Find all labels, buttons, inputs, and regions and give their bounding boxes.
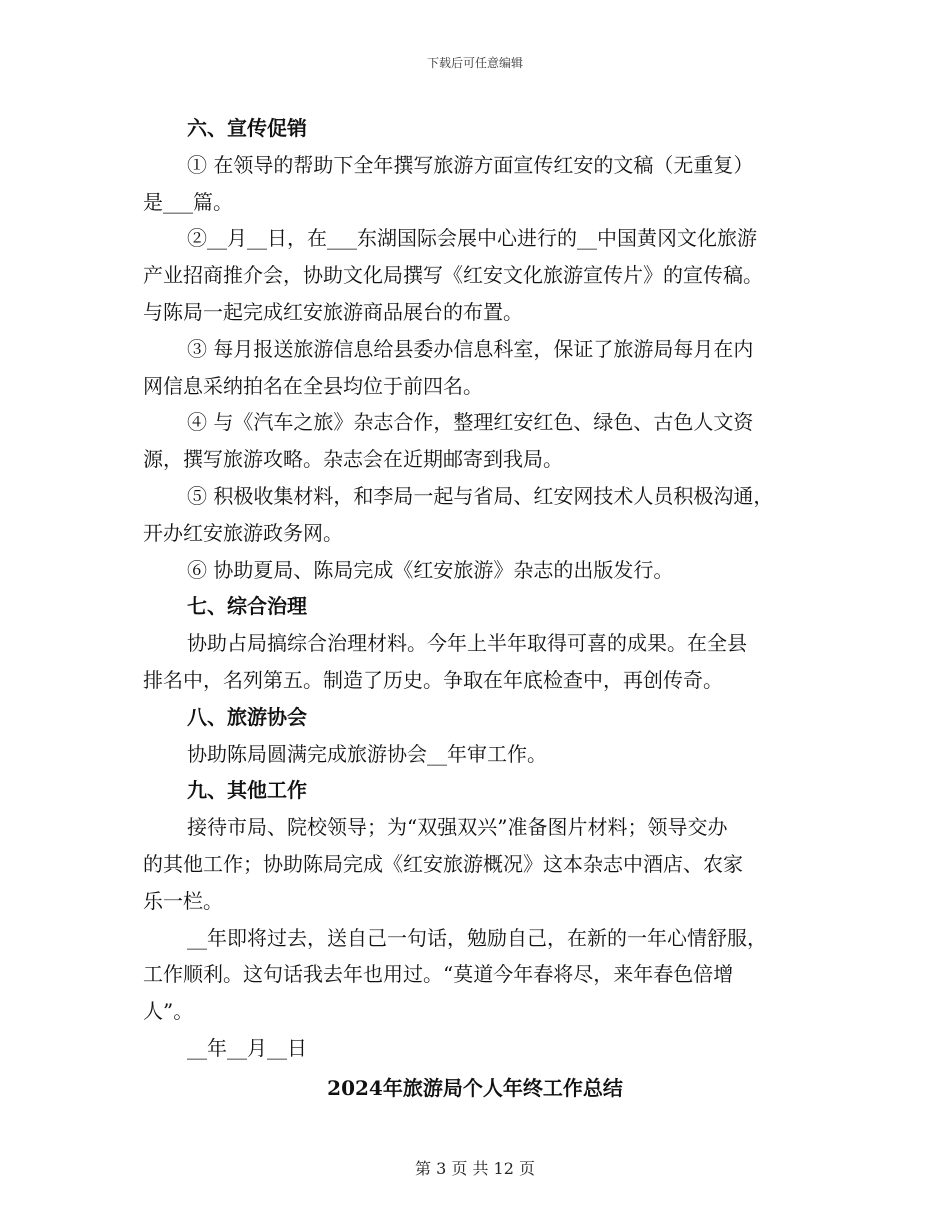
paragraph-line: 协助占局搞综合治理材料。今年上半年取得可喜的成果。在全县 xyxy=(187,631,747,656)
paragraph-line: ④ 与《汽车之旅》杂志合作，整理红安红色、绿色、古色人文资 xyxy=(187,410,754,435)
paragraph-line: 工作顺利。这句话我去年也用过。“莫道今年春将尽，来年春色倍增 xyxy=(143,962,734,987)
paragraph-line: ②__月__日，在___东湖国际会展中心进行的__中国黄冈文化旅游 xyxy=(187,226,757,251)
date-line: __年__月__日 xyxy=(187,1035,307,1060)
paragraph-line: 协助陈局圆满完成旅游协会__年审工作。 xyxy=(187,741,547,766)
section-heading-publicity: 六、宣传促销 xyxy=(187,116,307,140)
paragraph-line: 接待市局、院校领导；为“双强双兴”准备图片材料；领导交办 xyxy=(187,815,728,840)
section-heading-association: 八、旅游协会 xyxy=(187,704,307,729)
paragraph-line: 排名中，名列第五。制造了历史。争取在年底检查中，再创传奇。 xyxy=(143,667,723,692)
paragraph-line: 是___篇。 xyxy=(143,189,233,214)
section-heading-other-work: 九、其他工作 xyxy=(187,778,307,803)
paragraph-line: ③ 每月报送旅游信息给县委办信息科室，保证了旅游局每月在内 xyxy=(187,336,754,361)
paragraph-line: 乐一栏。 xyxy=(143,888,223,913)
paragraph-line: 开办红安旅游政务网。 xyxy=(143,520,343,545)
paragraph-line: 源，撰写旅游攻略。杂志会在近期邮寄到我局。 xyxy=(143,447,563,472)
document-body xyxy=(143,110,807,1067)
paragraph-line: __年即将过去，送自己一句话，勉励自己，在新的一年心情舒服， xyxy=(187,925,767,950)
paragraph-line: 的其他工作；协助陈局完成《红安旅游概况》这本杂志中酒店、农家 xyxy=(143,851,743,876)
paragraph-line: 人”。 xyxy=(143,999,194,1024)
page-footer: 第 3 页 共 12 页 xyxy=(415,1159,535,1178)
paragraph-line: ⑥ 协助夏局、陈局完成《红安旅游》杂志的出版发行。 xyxy=(187,557,674,582)
page-header: 下载后可任意编辑 xyxy=(426,56,523,70)
paragraph-line: 产业招商推介会，协助文化局撰写《红安文化旅游宣传片》的宣传稿。 xyxy=(143,263,763,288)
document-title: 2024年旅游局个人年终工作总结 xyxy=(327,1076,623,1100)
paragraph-line: 网信息采纳拍名在全县均位于前四名。 xyxy=(143,373,483,398)
paragraph-line: 与陈局一起完成红安旅游商品展台的布置。 xyxy=(143,299,523,324)
section-heading-governance: 七、综合治理 xyxy=(187,594,307,619)
paragraph-line: ① 在领导的帮助下全年撰写旅游方面宣传红安的文稿（无重复） xyxy=(187,152,754,177)
paragraph-line: ⑤ 积极收集材料，和李局一起与省局、红安网技术人员积极沟通， xyxy=(187,483,774,508)
